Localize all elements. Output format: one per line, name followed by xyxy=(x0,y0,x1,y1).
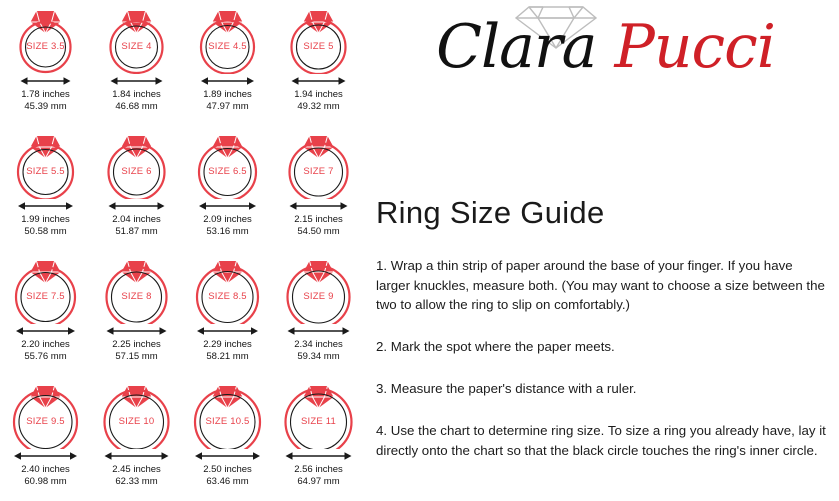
double-arrow-icon xyxy=(91,74,182,88)
measure-mm: 54.50 mm xyxy=(297,225,340,237)
ring-size-cell[interactable] xyxy=(273,250,364,375)
double-arrow-icon xyxy=(91,449,182,463)
ring-size-label: SIZE 8 xyxy=(121,291,152,302)
ring-diagram-icon xyxy=(0,0,91,74)
ring-size-cell[interactable] xyxy=(91,250,182,375)
ring-measurements xyxy=(273,339,364,362)
diameter-arrow xyxy=(0,74,91,88)
ring-measurements xyxy=(273,214,364,237)
ring-diagram-icon xyxy=(0,125,91,199)
diameter-arrow xyxy=(0,324,91,338)
ring-illustration xyxy=(0,250,91,324)
measure-mm: 46.68 mm xyxy=(115,100,158,112)
ring-size-cell[interactable] xyxy=(0,375,91,500)
ring-illustration xyxy=(273,125,364,199)
ring-size-label: SIZE 3.5 xyxy=(26,41,65,52)
diameter-arrow xyxy=(91,324,182,338)
measure-inches: 2.25 inches xyxy=(112,339,161,350)
brand-wordmark xyxy=(372,12,839,82)
measure-inches: 2.09 inches xyxy=(203,214,252,225)
ring-measurements xyxy=(0,339,91,362)
ring-illustration xyxy=(91,0,182,74)
ring-diagram-icon xyxy=(0,375,91,449)
double-arrow-icon xyxy=(182,324,273,338)
ring-diagram-icon xyxy=(91,375,182,449)
ring-size-label: SIZE 8.5 xyxy=(208,291,247,302)
ring-measurements xyxy=(0,214,91,237)
diameter-arrow xyxy=(0,199,91,213)
ring-chart-row xyxy=(0,125,366,250)
ring-measurements xyxy=(182,464,273,487)
ring-chart-row xyxy=(0,375,366,500)
ring-measurements xyxy=(182,214,273,237)
ring-measurements xyxy=(91,339,182,362)
ring-illustration xyxy=(182,0,273,74)
ring-size-cell[interactable] xyxy=(273,375,364,500)
diameter-arrow xyxy=(182,199,273,213)
diameter-arrow xyxy=(273,324,364,338)
ring-size-label: SIZE 7.5 xyxy=(26,291,65,302)
ring-measurements xyxy=(0,464,91,487)
ring-illustration xyxy=(91,125,182,199)
ring-diagram-icon xyxy=(182,0,273,74)
double-arrow-icon xyxy=(273,324,364,338)
measure-inches: 2.29 inches xyxy=(203,339,252,350)
ring-size-cell[interactable] xyxy=(91,375,182,500)
ring-chart-row xyxy=(0,250,366,375)
measure-inches: 2.45 inches xyxy=(112,464,161,475)
ring-size-cell[interactable] xyxy=(91,125,182,250)
ring-size-label: SIZE 6 xyxy=(121,166,152,177)
ring-size-cell[interactable] xyxy=(182,125,273,250)
ring-size-cell[interactable] xyxy=(0,250,91,375)
double-arrow-icon xyxy=(0,324,91,338)
ring-illustration xyxy=(273,250,364,324)
ring-size-label: SIZE 11 xyxy=(300,416,337,427)
double-arrow-icon xyxy=(273,449,364,463)
diameter-arrow xyxy=(182,449,273,463)
ring-size-label: SIZE 6.5 xyxy=(208,166,247,177)
ring-size-cell[interactable] xyxy=(273,0,364,125)
measure-inches: 1.78 inches xyxy=(21,89,70,100)
measure-mm: 55.76 mm xyxy=(24,350,67,362)
ring-illustration xyxy=(182,375,273,449)
ring-diagram-icon xyxy=(182,125,273,199)
measure-mm: 49.32 mm xyxy=(297,100,340,112)
ring-diagram-icon xyxy=(91,250,182,324)
brand-logo xyxy=(372,0,839,105)
measure-inches: 2.15 inches xyxy=(294,214,343,225)
ring-measurements xyxy=(91,214,182,237)
diameter-arrow xyxy=(91,199,182,213)
ring-size-cell[interactable] xyxy=(182,250,273,375)
ring-size-cell[interactable] xyxy=(0,125,91,250)
ring-diagram-icon xyxy=(182,375,273,449)
guide-panel xyxy=(366,0,839,501)
double-arrow-icon xyxy=(273,199,364,213)
ring-size-label: SIZE 9.5 xyxy=(26,416,65,427)
double-arrow-icon xyxy=(91,324,182,338)
ring-illustration xyxy=(0,0,91,74)
diameter-arrow xyxy=(273,74,364,88)
ring-illustration xyxy=(0,125,91,199)
ring-diagram-icon xyxy=(0,250,91,324)
measure-inches: 1.94 inches xyxy=(294,89,343,100)
diameter-arrow xyxy=(273,449,364,463)
double-arrow-icon xyxy=(0,74,91,88)
page-title: Ring Size Guide xyxy=(376,195,605,230)
measure-inches: 2.34 inches xyxy=(294,339,343,350)
measure-mm: 50.58 mm xyxy=(24,225,67,237)
ring-measurements xyxy=(273,464,364,487)
ring-measurements xyxy=(182,339,273,362)
measure-inches: 2.20 inches xyxy=(21,339,70,350)
instruction-step-4: 4. Use the chart to determine ring size. To size a ring you already have, lay it directly onto the chart so that the black circle touches the ring's inner circle. xyxy=(376,423,826,458)
ring-illustration xyxy=(182,250,273,324)
diameter-arrow xyxy=(91,449,182,463)
measure-inches: 2.56 inches xyxy=(294,464,343,475)
measure-mm: 58.21 mm xyxy=(206,350,249,362)
ring-size-label: SIZE 9 xyxy=(303,291,334,302)
ring-illustration xyxy=(91,375,182,449)
ring-measurements xyxy=(182,89,273,112)
ring-size-label: SIZE 5 xyxy=(303,41,334,52)
double-arrow-icon xyxy=(182,199,273,213)
measure-mm: 57.15 mm xyxy=(115,350,158,362)
ring-measurements xyxy=(91,464,182,487)
ring-illustration xyxy=(273,0,364,74)
measure-mm: 51.87 mm xyxy=(115,225,158,237)
brand-pucci: Pucci xyxy=(614,12,775,82)
instruction-step-2: 2. Mark the spot where the paper meets. xyxy=(376,339,615,354)
ring-size-cell[interactable] xyxy=(91,0,182,125)
double-arrow-icon xyxy=(0,199,91,213)
measure-inches: 1.84 inches xyxy=(112,89,161,100)
diameter-arrow xyxy=(91,74,182,88)
measure-inches: 1.99 inches xyxy=(21,214,70,225)
ring-size-label: SIZE 4.5 xyxy=(208,41,247,52)
ring-chart-row xyxy=(0,0,366,125)
instruction-step-3: 3. Measure the paper's distance with a ruler. xyxy=(376,381,637,396)
ring-size-label: SIZE 5.5 xyxy=(26,166,65,177)
double-arrow-icon xyxy=(182,449,273,463)
measure-mm: 64.97 mm xyxy=(297,475,340,487)
measure-inches: 1.89 inches xyxy=(203,89,252,100)
ring-measurements xyxy=(0,89,91,112)
ring-size-cell[interactable] xyxy=(273,125,364,250)
ring-measurements xyxy=(91,89,182,112)
ring-illustration xyxy=(0,375,91,449)
double-arrow-icon xyxy=(182,74,273,88)
ring-diagram-icon xyxy=(91,0,182,74)
ring-size-label: SIZE 10.5 xyxy=(205,416,250,427)
ring-diagram-icon xyxy=(91,125,182,199)
double-arrow-icon xyxy=(91,199,182,213)
ring-size-label: SIZE 10 xyxy=(118,416,155,427)
ring-size-label: SIZE 7 xyxy=(303,166,334,177)
double-arrow-icon xyxy=(0,449,91,463)
ring-size-label: SIZE 4 xyxy=(121,41,152,52)
brand-clara: Clara xyxy=(436,12,597,82)
diameter-arrow xyxy=(0,449,91,463)
measure-mm: 63.46 mm xyxy=(206,475,249,487)
ring-size-chart xyxy=(0,0,366,501)
ring-measurements xyxy=(273,89,364,112)
ring-diagram-icon xyxy=(273,125,364,199)
ring-illustration xyxy=(91,250,182,324)
measure-mm: 53.16 mm xyxy=(206,225,249,237)
measure-mm: 45.39 mm xyxy=(24,100,67,112)
diameter-arrow xyxy=(182,324,273,338)
ring-diagram-icon xyxy=(273,250,364,324)
ring-size-cell[interactable] xyxy=(182,0,273,125)
ring-illustration xyxy=(182,125,273,199)
ring-illustration xyxy=(273,375,364,449)
measure-mm: 59.34 mm xyxy=(297,350,340,362)
ring-diagram-icon xyxy=(273,375,364,449)
ring-size-cell[interactable] xyxy=(0,0,91,125)
measure-inches: 2.40 inches xyxy=(21,464,70,475)
measure-inches: 2.04 inches xyxy=(112,214,161,225)
measure-inches: 2.50 inches xyxy=(203,464,252,475)
measure-mm: 47.97 mm xyxy=(206,100,249,112)
measure-mm: 62.33 mm xyxy=(115,475,158,487)
diameter-arrow xyxy=(182,74,273,88)
double-arrow-icon xyxy=(273,74,364,88)
ring-diagram-icon xyxy=(273,0,364,74)
ring-size-cell[interactable] xyxy=(182,375,273,500)
measure-mm: 60.98 mm xyxy=(24,475,67,487)
diameter-arrow xyxy=(273,199,364,213)
instruction-step-1: 1. Wrap a thin strip of paper around the base of your finger. If you have larger knuckles, measure both. (You may want to choose a size between the two to allow the ring to slip on comfortably.) xyxy=(376,258,825,312)
ring-diagram-icon xyxy=(182,250,273,324)
